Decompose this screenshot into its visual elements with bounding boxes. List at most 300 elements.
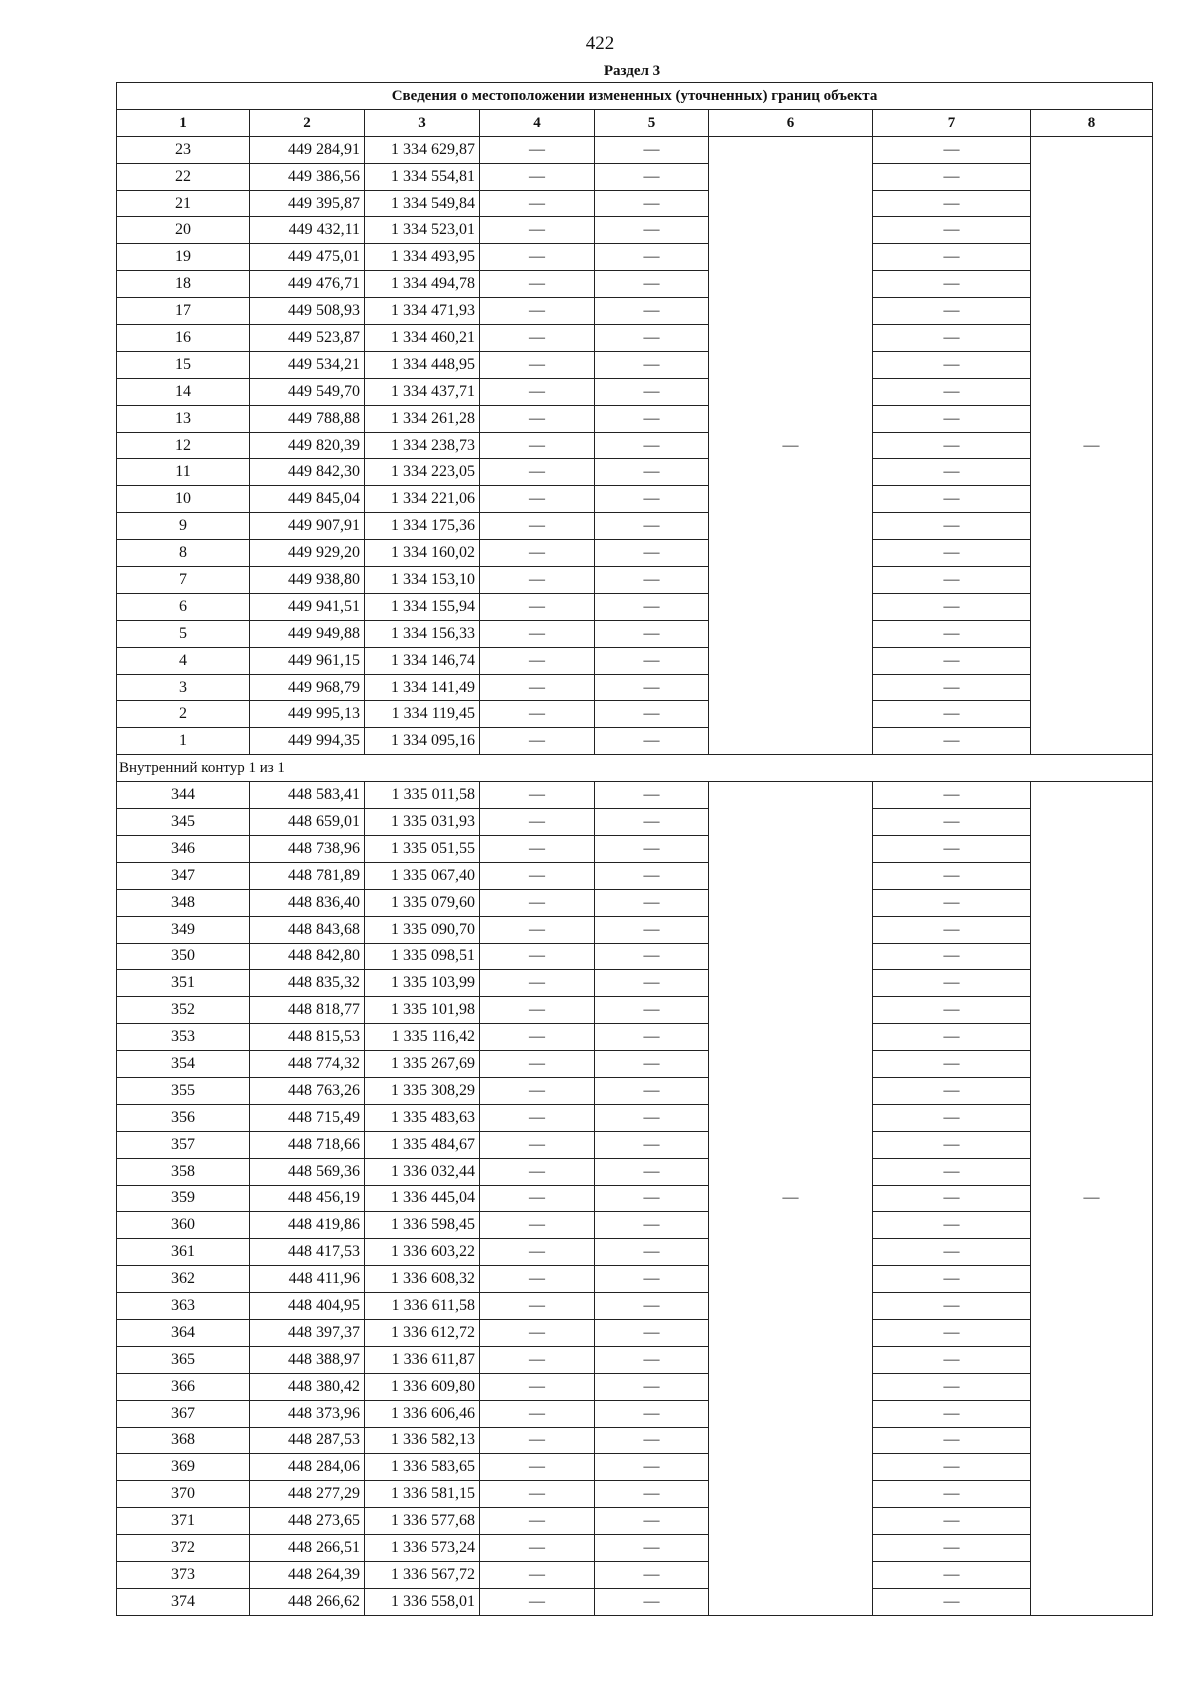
- column-5-cell: —: [595, 1588, 709, 1615]
- column-5-cell: —: [595, 486, 709, 513]
- table-row: [117, 674, 1153, 701]
- column-7-cell: —: [873, 298, 1031, 325]
- x-coordinate-cell: 448 781,89: [250, 862, 365, 889]
- y-coordinate-cell: 1 334 119,45: [365, 701, 480, 728]
- y-coordinate-cell: 1 335 267,69: [365, 1051, 480, 1078]
- y-coordinate-cell: 1 336 609,80: [365, 1373, 480, 1400]
- x-coordinate-cell: 448 569,36: [250, 1158, 365, 1185]
- point-number-cell: 2: [117, 701, 250, 728]
- point-number-cell: 23: [117, 136, 250, 163]
- column-5-cell: —: [595, 728, 709, 755]
- table-row: [117, 1158, 1153, 1185]
- column-7-cell: —: [873, 1131, 1031, 1158]
- table-row: [117, 378, 1153, 405]
- table-row: [117, 1293, 1153, 1320]
- column-5-cell: —: [595, 701, 709, 728]
- column-5-cell: —: [595, 1427, 709, 1454]
- x-coordinate-cell: 449 938,80: [250, 567, 365, 594]
- column-5-cell: —: [595, 1454, 709, 1481]
- header-row: [117, 109, 1153, 136]
- column-5-cell: —: [595, 1373, 709, 1400]
- x-coordinate-cell: 449 907,91: [250, 513, 365, 540]
- column-5-cell: —: [595, 862, 709, 889]
- column-5-cell: —: [595, 1024, 709, 1051]
- section-title: Раздел 3: [603, 63, 661, 79]
- x-coordinate-cell: 448 718,66: [250, 1131, 365, 1158]
- column-7-cell: —: [873, 244, 1031, 271]
- column-4-cell: —: [480, 1239, 595, 1266]
- column-7-cell: —: [873, 325, 1031, 352]
- column-4-cell: —: [480, 1535, 595, 1562]
- point-number-cell: 5: [117, 620, 250, 647]
- y-coordinate-cell: 1 334 160,02: [365, 540, 480, 567]
- x-coordinate-cell: 449 842,30: [250, 459, 365, 486]
- table-row: [117, 862, 1153, 889]
- column-7-cell: —: [873, 593, 1031, 620]
- column-7-cell: —: [873, 271, 1031, 298]
- column-4-cell: —: [480, 889, 595, 916]
- column-5-cell: —: [595, 1319, 709, 1346]
- table-row: [117, 513, 1153, 540]
- y-coordinate-cell: 1 334 448,95: [365, 351, 480, 378]
- point-number-cell: 8: [117, 540, 250, 567]
- point-number-cell: 19: [117, 244, 250, 271]
- column-7-cell: —: [873, 1535, 1031, 1562]
- table-row: [117, 916, 1153, 943]
- column-4-cell: —: [480, 298, 595, 325]
- column-7-cell: —: [873, 916, 1031, 943]
- table-row: [117, 943, 1153, 970]
- column-5-cell: —: [595, 647, 709, 674]
- table-row: [117, 136, 1153, 163]
- point-number-cell: 370: [117, 1481, 250, 1508]
- point-number-cell: 4: [117, 647, 250, 674]
- column-4-cell: —: [480, 1508, 595, 1535]
- y-coordinate-cell: 1 334 629,87: [365, 136, 480, 163]
- table-row: [117, 217, 1153, 244]
- column-header: 2: [250, 109, 365, 136]
- y-coordinate-cell: 1 335 101,98: [365, 997, 480, 1024]
- y-coordinate-cell: 1 336 603,22: [365, 1239, 480, 1266]
- x-coordinate-cell: 448 774,32: [250, 1051, 365, 1078]
- column-7-cell: —: [873, 674, 1031, 701]
- column-4-cell: —: [480, 1293, 595, 1320]
- column-5-cell: —: [595, 1239, 709, 1266]
- column-8-merged-cell: —: [1031, 782, 1153, 1616]
- point-number-cell: 344: [117, 782, 250, 809]
- column-4-cell: —: [480, 970, 595, 997]
- y-coordinate-cell: 1 334 493,95: [365, 244, 480, 271]
- y-coordinate-cell: 1 336 606,46: [365, 1400, 480, 1427]
- x-coordinate-cell: 449 549,70: [250, 378, 365, 405]
- column-4-cell: —: [480, 809, 595, 836]
- y-coordinate-cell: 1 336 032,44: [365, 1158, 480, 1185]
- column-7-cell: —: [873, 1104, 1031, 1131]
- y-coordinate-cell: 1 336 445,04: [365, 1185, 480, 1212]
- column-7-cell: —: [873, 217, 1031, 244]
- column-4-cell: —: [480, 405, 595, 432]
- column-7-cell: —: [873, 1454, 1031, 1481]
- x-coordinate-cell: 448 287,53: [250, 1427, 365, 1454]
- table-row: [117, 405, 1153, 432]
- table-row: [117, 1588, 1153, 1615]
- point-number-cell: 17: [117, 298, 250, 325]
- column-7-cell: —: [873, 701, 1031, 728]
- point-number-cell: 363: [117, 1293, 250, 1320]
- x-coordinate-cell: 449 395,87: [250, 190, 365, 217]
- point-number-cell: 373: [117, 1561, 250, 1588]
- y-coordinate-cell: 1 336 608,32: [365, 1266, 480, 1293]
- x-coordinate-cell: 449 941,51: [250, 593, 365, 620]
- column-5-cell: —: [595, 997, 709, 1024]
- column-5-cell: —: [595, 217, 709, 244]
- table-row: [117, 1427, 1153, 1454]
- column-5-cell: —: [595, 1535, 709, 1562]
- point-number-cell: 361: [117, 1239, 250, 1266]
- table-row: [117, 567, 1153, 594]
- x-coordinate-cell: 448 715,49: [250, 1104, 365, 1131]
- y-coordinate-cell: 1 335 098,51: [365, 943, 480, 970]
- y-coordinate-cell: 1 336 598,45: [365, 1212, 480, 1239]
- table-row: [117, 1346, 1153, 1373]
- x-coordinate-cell: 449 968,79: [250, 674, 365, 701]
- column-4-cell: —: [480, 782, 595, 809]
- table-row: [117, 486, 1153, 513]
- x-coordinate-cell: 448 456,19: [250, 1185, 365, 1212]
- column-5-cell: —: [595, 1051, 709, 1078]
- column-5-cell: —: [595, 889, 709, 916]
- point-number-cell: 374: [117, 1588, 250, 1615]
- table-row: [117, 1508, 1153, 1535]
- table-row: [117, 997, 1153, 1024]
- point-number-cell: 368: [117, 1427, 250, 1454]
- column-7-cell: —: [873, 728, 1031, 755]
- column-7-cell: —: [873, 1427, 1031, 1454]
- column-5-cell: —: [595, 1481, 709, 1508]
- point-number-cell: 11: [117, 459, 250, 486]
- column-5-cell: —: [595, 1266, 709, 1293]
- point-number-cell: 372: [117, 1535, 250, 1562]
- column-4-cell: —: [480, 217, 595, 244]
- column-7-cell: —: [873, 1077, 1031, 1104]
- table-row: [117, 244, 1153, 271]
- y-coordinate-cell: 1 334 494,78: [365, 271, 480, 298]
- column-5-cell: —: [595, 1077, 709, 1104]
- x-coordinate-cell: 449 475,01: [250, 244, 365, 271]
- column-5-cell: —: [595, 835, 709, 862]
- table-row: [117, 1077, 1153, 1104]
- column-header: 6: [709, 109, 873, 136]
- y-coordinate-cell: 1 336 581,15: [365, 1481, 480, 1508]
- column-7-cell: —: [873, 540, 1031, 567]
- column-7-cell: —: [873, 405, 1031, 432]
- column-7-cell: —: [873, 782, 1031, 809]
- x-coordinate-cell: 448 583,41: [250, 782, 365, 809]
- point-number-cell: 358: [117, 1158, 250, 1185]
- column-5-cell: —: [595, 782, 709, 809]
- column-4-cell: —: [480, 244, 595, 271]
- y-coordinate-cell: 1 334 221,06: [365, 486, 480, 513]
- table-row: [117, 782, 1153, 809]
- table-caption: Сведения о местоположении измененных (уточненных) границ объекта: [117, 83, 1153, 110]
- column-5-cell: —: [595, 190, 709, 217]
- column-4-cell: —: [480, 835, 595, 862]
- x-coordinate-cell: 448 417,53: [250, 1239, 365, 1266]
- x-coordinate-cell: 448 373,96: [250, 1400, 365, 1427]
- column-header: 3: [365, 109, 480, 136]
- column-4-cell: —: [480, 1212, 595, 1239]
- y-coordinate-cell: 1 334 155,94: [365, 593, 480, 620]
- x-coordinate-cell: 448 273,65: [250, 1508, 365, 1535]
- column-5-cell: —: [595, 1400, 709, 1427]
- y-coordinate-cell: 1 334 153,10: [365, 567, 480, 594]
- column-7-cell: —: [873, 647, 1031, 674]
- table-row: [117, 1400, 1153, 1427]
- column-4-cell: —: [480, 190, 595, 217]
- y-coordinate-cell: 1 334 437,71: [365, 378, 480, 405]
- point-number-cell: 16: [117, 325, 250, 352]
- point-number-cell: 9: [117, 513, 250, 540]
- table-row: [117, 432, 1153, 459]
- table-row: [117, 298, 1153, 325]
- point-number-cell: 354: [117, 1051, 250, 1078]
- y-coordinate-cell: 1 336 611,58: [365, 1293, 480, 1320]
- x-coordinate-cell: 449 284,91: [250, 136, 365, 163]
- x-coordinate-cell: 449 476,71: [250, 271, 365, 298]
- x-coordinate-cell: 448 818,77: [250, 997, 365, 1024]
- point-number-cell: 18: [117, 271, 250, 298]
- column-4-cell: —: [480, 486, 595, 513]
- column-4-cell: —: [480, 1561, 595, 1588]
- point-number-cell: 355: [117, 1077, 250, 1104]
- column-7-cell: —: [873, 1346, 1031, 1373]
- table-row: [117, 351, 1153, 378]
- column-4-cell: —: [480, 459, 595, 486]
- y-coordinate-cell: 1 335 031,93: [365, 809, 480, 836]
- column-5-cell: —: [595, 1185, 709, 1212]
- point-number-cell: 365: [117, 1346, 250, 1373]
- point-number-cell: 14: [117, 378, 250, 405]
- table-row: [117, 1024, 1153, 1051]
- column-7-cell: —: [873, 1400, 1031, 1427]
- x-coordinate-cell: 448 815,53: [250, 1024, 365, 1051]
- table-row: [117, 701, 1153, 728]
- y-coordinate-cell: 1 335 067,40: [365, 862, 480, 889]
- column-7-cell: —: [873, 1051, 1031, 1078]
- y-coordinate-cell: 1 336 612,72: [365, 1319, 480, 1346]
- point-number-cell: 367: [117, 1400, 250, 1427]
- column-7-cell: —: [873, 1212, 1031, 1239]
- table-row: [117, 1051, 1153, 1078]
- column-7-cell: —: [873, 163, 1031, 190]
- point-number-cell: 345: [117, 809, 250, 836]
- y-coordinate-cell: 1 335 090,70: [365, 916, 480, 943]
- column-7-cell: —: [873, 997, 1031, 1024]
- table-row: [117, 190, 1153, 217]
- x-coordinate-cell: 448 659,01: [250, 809, 365, 836]
- table-row: [117, 163, 1153, 190]
- x-coordinate-cell: 448 835,32: [250, 970, 365, 997]
- x-coordinate-cell: 448 843,68: [250, 916, 365, 943]
- point-number-cell: 350: [117, 943, 250, 970]
- point-number-cell: 353: [117, 1024, 250, 1051]
- column-7-cell: —: [873, 1319, 1031, 1346]
- x-coordinate-cell: 449 994,35: [250, 728, 365, 755]
- x-coordinate-cell: 448 419,86: [250, 1212, 365, 1239]
- column-4-cell: —: [480, 943, 595, 970]
- y-coordinate-cell: 1 335 051,55: [365, 835, 480, 862]
- point-number-cell: 348: [117, 889, 250, 916]
- column-5-cell: —: [595, 540, 709, 567]
- table-row: [117, 1266, 1153, 1293]
- column-5-cell: —: [595, 432, 709, 459]
- x-coordinate-cell: 449 788,88: [250, 405, 365, 432]
- column-7-cell: —: [873, 970, 1031, 997]
- column-5-cell: —: [595, 567, 709, 594]
- y-coordinate-cell: 1 334 175,36: [365, 513, 480, 540]
- column-5-cell: —: [595, 136, 709, 163]
- point-number-cell: 21: [117, 190, 250, 217]
- column-4-cell: —: [480, 1185, 595, 1212]
- column-7-cell: —: [873, 1024, 1031, 1051]
- table-row: [117, 1561, 1153, 1588]
- table-row: [117, 647, 1153, 674]
- column-5-cell: —: [595, 1561, 709, 1588]
- x-coordinate-cell: 448 836,40: [250, 889, 365, 916]
- y-coordinate-cell: 1 335 116,42: [365, 1024, 480, 1051]
- column-7-cell: —: [873, 1561, 1031, 1588]
- point-number-cell: 347: [117, 862, 250, 889]
- column-4-cell: —: [480, 540, 595, 567]
- column-4-cell: —: [480, 1373, 595, 1400]
- x-coordinate-cell: 448 397,37: [250, 1319, 365, 1346]
- point-number-cell: 6: [117, 593, 250, 620]
- column-5-cell: —: [595, 943, 709, 970]
- y-coordinate-cell: 1 334 095,16: [365, 728, 480, 755]
- column-4-cell: —: [480, 1266, 595, 1293]
- y-coordinate-cell: 1 334 141,49: [365, 674, 480, 701]
- x-coordinate-cell: 449 432,11: [250, 217, 365, 244]
- column-4-cell: —: [480, 593, 595, 620]
- point-number-cell: 10: [117, 486, 250, 513]
- column-5-cell: —: [595, 593, 709, 620]
- point-number-cell: 352: [117, 997, 250, 1024]
- point-number-cell: 364: [117, 1319, 250, 1346]
- column-4-cell: —: [480, 271, 595, 298]
- column-7-cell: —: [873, 1266, 1031, 1293]
- column-4-cell: —: [480, 997, 595, 1024]
- x-coordinate-cell: 448 404,95: [250, 1293, 365, 1320]
- y-coordinate-cell: 1 335 308,29: [365, 1077, 480, 1104]
- column-5-cell: —: [595, 378, 709, 405]
- table-row: [117, 1319, 1153, 1346]
- column-7-cell: —: [873, 567, 1031, 594]
- column-5-cell: —: [595, 513, 709, 540]
- x-coordinate-cell: 449 845,04: [250, 486, 365, 513]
- column-4-cell: —: [480, 647, 595, 674]
- x-coordinate-cell: 448 277,29: [250, 1481, 365, 1508]
- column-5-cell: —: [595, 970, 709, 997]
- x-coordinate-cell: 448 842,80: [250, 943, 365, 970]
- x-coordinate-cell: 448 264,39: [250, 1561, 365, 1588]
- column-4-cell: —: [480, 432, 595, 459]
- table-row: [117, 1239, 1153, 1266]
- column-5-cell: —: [595, 1158, 709, 1185]
- column-4-cell: —: [480, 1131, 595, 1158]
- column-4-cell: —: [480, 916, 595, 943]
- y-coordinate-cell: 1 336 583,65: [365, 1454, 480, 1481]
- x-coordinate-cell: 449 386,56: [250, 163, 365, 190]
- point-number-cell: 12: [117, 432, 250, 459]
- x-coordinate-cell: 449 961,15: [250, 647, 365, 674]
- point-number-cell: 366: [117, 1373, 250, 1400]
- y-coordinate-cell: 1 336 567,72: [365, 1561, 480, 1588]
- point-number-cell: 22: [117, 163, 250, 190]
- column-4-cell: —: [480, 1104, 595, 1131]
- y-coordinate-cell: 1 334 146,74: [365, 647, 480, 674]
- column-4-cell: —: [480, 378, 595, 405]
- point-number-cell: 371: [117, 1508, 250, 1535]
- column-7-cell: —: [873, 432, 1031, 459]
- column-header: 5: [595, 109, 709, 136]
- point-number-cell: 351: [117, 970, 250, 997]
- column-4-cell: —: [480, 674, 595, 701]
- column-4-cell: —: [480, 1481, 595, 1508]
- column-6-merged-cell: —: [709, 782, 873, 1616]
- table-row: [117, 325, 1153, 352]
- column-5-cell: —: [595, 916, 709, 943]
- point-number-cell: 357: [117, 1131, 250, 1158]
- column-5-cell: —: [595, 1131, 709, 1158]
- column-7-cell: —: [873, 513, 1031, 540]
- table-row: [117, 1481, 1153, 1508]
- y-coordinate-cell: 1 335 483,63: [365, 1104, 480, 1131]
- column-7-cell: —: [873, 1185, 1031, 1212]
- x-coordinate-cell: 448 266,51: [250, 1535, 365, 1562]
- column-5-cell: —: [595, 405, 709, 432]
- table-row: [117, 970, 1153, 997]
- table-body: [117, 83, 1153, 1616]
- point-number-cell: 369: [117, 1454, 250, 1481]
- column-7-cell: —: [873, 136, 1031, 163]
- point-number-cell: 7: [117, 567, 250, 594]
- column-4-cell: —: [480, 1588, 595, 1615]
- column-7-cell: —: [873, 1588, 1031, 1615]
- y-coordinate-cell: 1 334 460,21: [365, 325, 480, 352]
- point-number-cell: 1: [117, 728, 250, 755]
- y-coordinate-cell: 1 336 558,01: [365, 1588, 480, 1615]
- column-4-cell: —: [480, 1427, 595, 1454]
- y-coordinate-cell: 1 334 238,73: [365, 432, 480, 459]
- column-4-cell: —: [480, 701, 595, 728]
- column-5-cell: —: [595, 1508, 709, 1535]
- y-coordinate-cell: 1 334 471,93: [365, 298, 480, 325]
- column-4-cell: —: [480, 163, 595, 190]
- point-number-cell: 13: [117, 405, 250, 432]
- page-number: 422: [585, 33, 615, 54]
- y-coordinate-cell: 1 334 261,28: [365, 405, 480, 432]
- column-4-cell: —: [480, 620, 595, 647]
- x-coordinate-cell: 449 534,21: [250, 351, 365, 378]
- x-coordinate-cell: 448 266,62: [250, 1588, 365, 1615]
- column-7-cell: —: [873, 1481, 1031, 1508]
- y-coordinate-cell: 1 335 079,60: [365, 889, 480, 916]
- column-header: 1: [117, 109, 250, 136]
- column-header: 4: [480, 109, 595, 136]
- y-coordinate-cell: 1 334 223,05: [365, 459, 480, 486]
- column-5-cell: —: [595, 1346, 709, 1373]
- y-coordinate-cell: 1 334 554,81: [365, 163, 480, 190]
